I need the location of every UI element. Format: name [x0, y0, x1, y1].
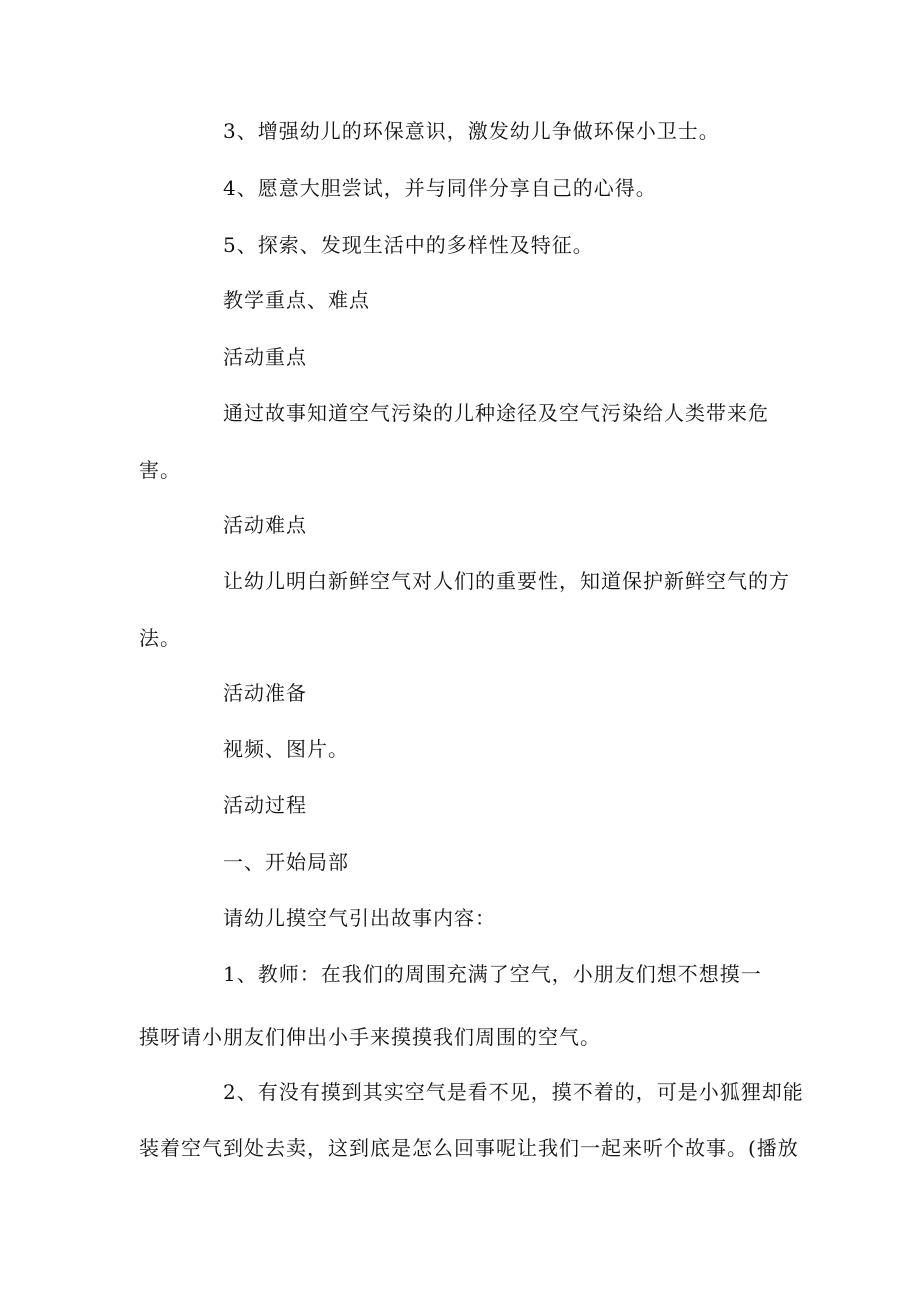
step-2-line-2: 装着空气到处去卖，这到底是怎么回事呢让我们一起来听个故事。(播放	[139, 1136, 799, 1160]
step-1-line-2: 摸呀请小朋友们伸出小手来摸摸我们周围的空气。	[139, 1025, 601, 1049]
difficult-point-text-line-2: 法。	[139, 626, 181, 650]
heading-activity-process: 活动过程	[223, 793, 307, 817]
heading-key-difficult-points: 教学重点、难点	[223, 288, 370, 312]
key-point-text-line-2: 害。	[139, 458, 181, 482]
heading-activity-difficult-point: 活动难点	[223, 513, 307, 537]
goal-3-line: 3、增强幼儿的环保意识，激发幼儿争做环保小卫士。	[223, 119, 720, 143]
preparation-text: 视频、图片。	[223, 737, 349, 761]
heading-activity-preparation: 活动准备	[223, 681, 307, 705]
key-point-text-line-1: 通过故事知道空气污染的儿种途径及空气污染给人类带来危	[223, 401, 769, 425]
heading-activity-key-point: 活动重点	[223, 345, 307, 369]
goal-4-line: 4、愿意大胆尝试，并与同伴分享自己的心得。	[223, 176, 657, 200]
step-2-line-1: 2、有没有摸到其实空气是看不见，摸不着的，可是小狐狸却能	[223, 1080, 804, 1104]
step-1-line-1: 1、教师：在我们的周围充满了空气，小朋友们想不想摸一	[223, 962, 762, 986]
goal-5-line: 5、探索、发现生活中的多样性及特征。	[223, 233, 594, 257]
difficult-point-text-line-1: 让幼儿明白新鲜空气对人们的重要性，知道保护新鲜空气的方	[223, 569, 790, 593]
section-one-heading: 一、开始局部	[223, 850, 349, 874]
section-one-intro: 请幼儿摸空气引出故事内容：	[223, 906, 496, 930]
